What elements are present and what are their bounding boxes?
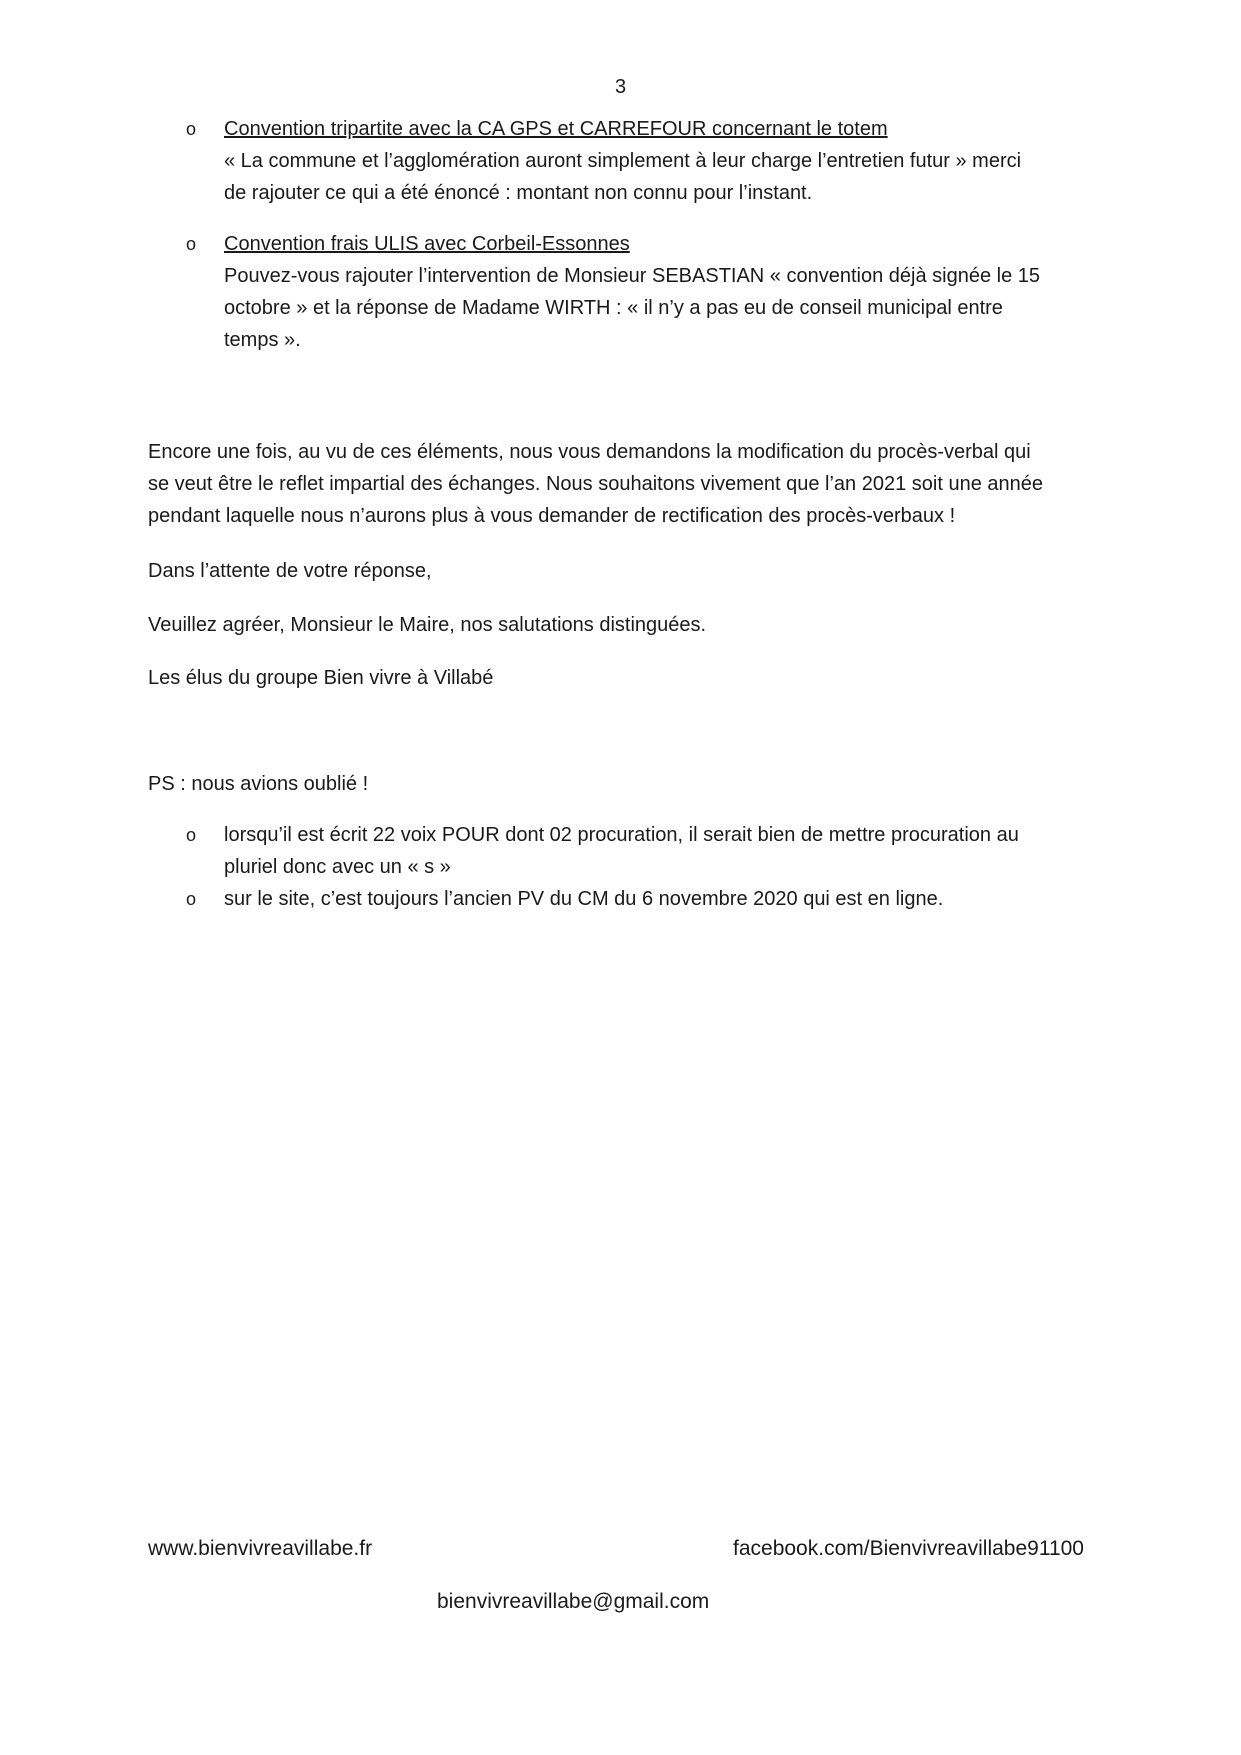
bullet-icon: o <box>186 119 197 139</box>
bullet-icon: o <box>186 825 197 845</box>
item-line: octobre » et la réponse de Madame WIRTH : « il n’y a pas eu de conseil municipal entre <box>224 297 1003 319</box>
bullet-icon: o <box>186 889 197 909</box>
footer-facebook[interactable]: facebook.com/Bienvivreavillabe91100 <box>733 1537 1084 1560</box>
footer-website[interactable]: www.bienvivreavillabe.fr <box>148 1537 373 1560</box>
paragraph-line: pendant laquelle nous n’aurons plus à vous demander de rectification des procès-verbaux ! <box>148 505 956 527</box>
item-line: de rajouter ce qui a été énoncé : montant non connu pour l’instant. <box>224 182 813 204</box>
paragraph-line: Encore une fois, au vu de ces éléments, nous vous demandons la modification du procès-verbal qui <box>148 441 1031 463</box>
footer-email[interactable]: bienvivreavillabe@gmail.com <box>437 1590 710 1613</box>
item-line: lorsqu’il est écrit 22 voix POUR dont 02 procuration, il serait bien de mettre procuration au <box>224 824 1019 846</box>
waiting-line: Dans l’attente de votre réponse, <box>148 560 432 582</box>
paragraph-line: se veut être le reflet impartial des échanges. Nous souhaitons vivement que l’an 2021 soit une année <box>148 473 1043 495</box>
item-heading: Convention frais ULIS avec Corbeil-Essonnes <box>224 233 630 255</box>
closing-paragraph <box>148 436 1098 532</box>
page-number: 3 <box>614 76 627 98</box>
item-heading: Convention tripartite avec la CA GPS et CARREFOUR concernant le totem <box>224 118 888 140</box>
bullet-icon: o <box>186 234 197 254</box>
item-line: sur le site, c’est toujours l’ancien PV du CM du 6 novembre 2020 qui est en ligne. <box>224 888 944 910</box>
item-line: Pouvez-vous rajouter l’intervention de Monsieur SEBASTIAN « convention déjà signée le 15 <box>224 265 1041 287</box>
item-line: temps ». <box>224 329 301 351</box>
item-line: « La commune et l’agglomération auront simplement à leur charge l’entretien futur » merci <box>224 150 1022 172</box>
item-line: pluriel donc avec un « s » <box>224 856 451 878</box>
signature-line: Les élus du groupe Bien vivre à Villabé <box>148 667 494 689</box>
salutation-line: Veuillez agréer, Monsieur le Maire, nos salutations distinguées. <box>148 614 707 636</box>
ps-title: PS : nous avions oublié ! <box>148 773 369 795</box>
